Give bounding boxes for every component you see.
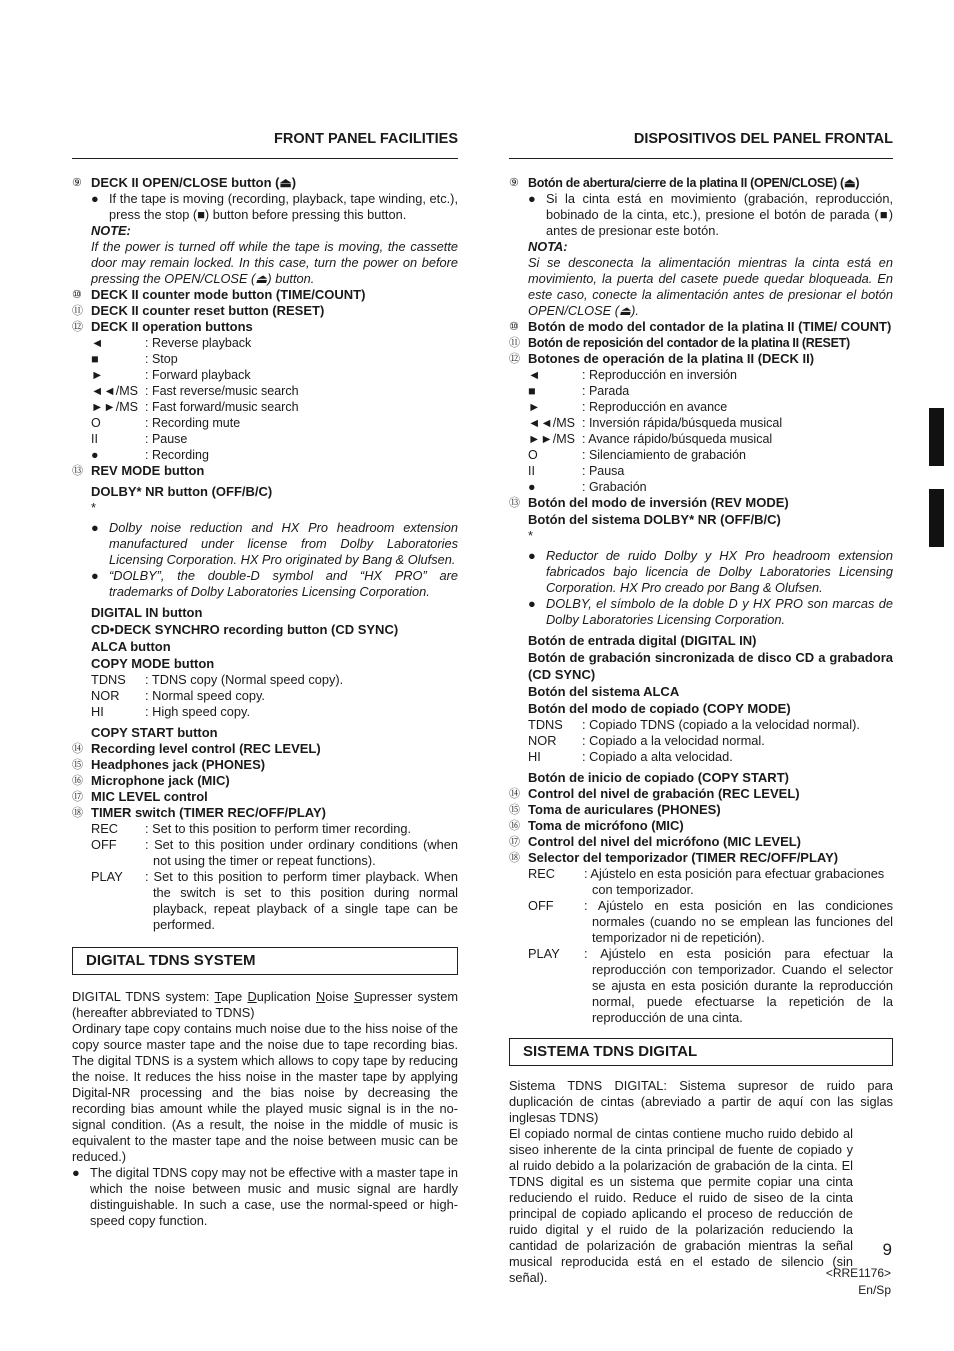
tdns-section-box: SISTEMA TDNS DIGITAL [509, 1038, 893, 1066]
cd-sync-heading: CD•DECK SYNCHRO recording button (CD SYNC) [91, 622, 399, 637]
item-17-heading: ⑰ Control del nivel del micrófono (MIC LEVEL) [509, 834, 802, 849]
alca-heading: Botón del sistema ALCA [528, 684, 680, 699]
model-code: <RRE1176> [825, 1266, 891, 1280]
spanish-column [509, 130, 893, 1286]
copy-row: NOR : Normal speed copy. [91, 688, 265, 703]
section-title: FRONT PANEL FACILITIES [274, 131, 458, 147]
title-rule [72, 158, 458, 159]
tdns-definition: DIGITAL TDNS system: Tape Duplication Noise Supresser system (hereafter abbreviated to TDNS) [72, 989, 459, 1020]
tdns-paragraph: El copiado normal de cintas contiene mucho ruido debido al siseo inherente de la cinta principal de fuente de copiado y al ruido debido a la polarización de grabación de la cinta. El TDNS digital es un sistema que permite copiar una cinta reduciendo el ruido. Reduce el ruido de siseo de la cinta principal de copiado aplicando el proceso de reducción de ruido digital y el ruido de la polarización reduciendo la cantidad de polarización de grabación mientras la señal musical reproducida está en el estado de silencio (sin señal). [509, 1126, 853, 1285]
page-edge-tab [929, 489, 944, 547]
bullet: ● The digital TDNS copy may not be effective with a master tape in which the noise between music and music signal are hardly distinguishable. In such a case, use the normal-speed or high-speed copy function. [72, 1165, 458, 1228]
copy-row: NOR : Copiado a la velocidad normal. [528, 733, 765, 748]
note-text: Si se desconecta la alimentación mientras la cinta está en movimiento, la puerta del casete puede quedar bloqueada. En este caso, conecte la alimentación antes de presionar el botón OPEN/CLOSE (⏏). [528, 255, 893, 318]
op-row: ◄◄/MS : Fast reverse/music search [91, 384, 299, 398]
op-row: ► : Forward playback [91, 368, 251, 382]
op-row: ►►/MS : Avance rápido/búsqueda musical [528, 432, 773, 446]
tdns-definition: Sistema TDNS DIGITAL: Sistema supresor de ruido para duplicación de cintas (abreviado a partir de aquí con las siglas inglesas TDNS) [509, 1078, 893, 1125]
operation-list [528, 367, 893, 495]
item-12-heading: ⑫ DECK II operation buttons [72, 319, 253, 334]
item-15-heading: ⑮ Headphones jack (PHONES) [72, 757, 266, 772]
bullet: ● DOLBY, el símbolo de la doble D y HX PRO son marcas de Dolby Laboratories Licensing Corporation. [528, 596, 893, 627]
cd-sync-heading: Botón de grabación sincronizada de disco CD a grabadora (CD SYNC) [528, 650, 893, 682]
item-18-heading: ⑱ TIMER switch (TIMER REC/OFF/PLAY) [72, 805, 326, 820]
op-row: ►►/MS : Fast forward/music search [91, 400, 299, 414]
item-10-heading: ⑩ Botón de modo del contador de la platina II (TIME/ COUNT) [509, 319, 892, 334]
timer-row: PLAY : Set to this position to perform timer playback. When the switch is set to this position during normal playback, repeat playback of a single tape can be performed. [91, 869, 458, 932]
timer-row: PLAY : Ajústelo en esta posición para efectuar la reproducción con temporizador. Cuando el selector se ajusta en esta posición durante la reproducción normal, puede efectuarse la repetición de la reproducción de una cinta. [528, 946, 893, 1025]
item-18-heading: ⑱ Selector del temporizador (TIMER REC/OFF/PLAY) [509, 850, 839, 865]
item-9-heading: ⑨ DECK II OPEN/CLOSE button (⏏) [72, 175, 297, 190]
item-12-heading: ⑫ Botones de operación de la platina II (DECK II) [509, 351, 815, 366]
op-row: II : Pause [91, 432, 188, 446]
item-14-heading: ⑭ Recording level control (REC LEVEL) [72, 741, 321, 756]
note-label: NOTE: [91, 223, 131, 238]
item-16-heading: ⑯ Toma de micrófono (MIC) [509, 818, 684, 833]
copy-mode-heading: Botón del modo de copiado (COPY MODE) [528, 701, 791, 716]
dolby-heading: Botón del sistema DOLBY* NR (OFF/B/C) [528, 512, 781, 527]
document-code [826, 1265, 891, 1299]
op-row: O : Recording mute [91, 416, 241, 430]
copy-start-heading: Botón de inicio de copiado (COPY START) [528, 770, 789, 785]
timer-row: OFF : Set to this position under ordinary conditions (when not using the timer or repeat functions). [91, 837, 458, 868]
op-row: ■ : Stop [91, 352, 178, 366]
item-17-heading: ⑰ MIC LEVEL control [72, 789, 208, 804]
op-row: O : Silenciamiento de grabación [528, 448, 746, 462]
asterisk: * [91, 500, 96, 515]
item-13-heading: ⑬ Botón del modo de inversión (REV MODE) [509, 495, 789, 510]
bullet: ● If the tape is moving (recording, playback, tape winding, etc.), press the stop (■) button before pressing this button. [91, 191, 458, 222]
copy-row: TDNS : TDNS copy (Normal speed copy). [91, 672, 344, 687]
tdns-paragraph: Ordinary tape copy contains much noise due to the hiss noise of the copy source master tape and the noise due to tape recording bias. The digital TDNS is a system which allows to copy tape by reducing the noise. It reduces the hiss noise in the master tape by applying Digital-NR processing and the bias noise by decreasing the recording bias amount while the played music signal is in the no-signal condition. (As a result, the noise in the middle of music is equivalent to the master tape and the noise between music can be reduced.) [72, 1021, 458, 1164]
item-11-heading: ⑪ Botón de reposición del contador de la platina II (RESET) [509, 336, 850, 350]
bullet: ● “DOLBY”, the double-D symbol and “HX PRO” are trademarks of Dolby Laboratories Licensing Corporation. [91, 568, 458, 599]
timer-row: REC : Set to this position to perform timer recording. [91, 821, 412, 836]
op-row: ● : Grabación [528, 480, 647, 494]
bullet: ● Reductor de ruido Dolby y HX Pro headroom extension fabricados bajo licencia de Dolby Laboratories Licensing Corporation. HX Pro creado por Bang & Olufsen. [528, 548, 893, 595]
english-column [72, 130, 458, 1229]
copy-row: HI : High speed copy. [91, 704, 251, 719]
bullet: ● Si la cinta está en movimiento (grabación, reproducción, bobinado de la cinta, etc.), presione el botón de parada (■) antes de presionar este botón. [528, 191, 893, 238]
section-title: DISPOSITIVOS DEL PANEL FRONTAL [633, 131, 893, 147]
operation-list [91, 335, 458, 463]
title-rule [509, 158, 893, 159]
digital-in-heading: DIGITAL IN button [91, 605, 203, 620]
timer-row: OFF : Ajústelo en esta posición en las condiciones normales (cuando no se emplean las funciones del temporizador ni de repetición). [528, 898, 893, 945]
item-16-heading: ⑯ Microphone jack (MIC) [72, 773, 230, 788]
item-11-heading: ⑪ DECK II counter reset button (RESET) [72, 303, 325, 318]
copy-row: HI : Copiado a alta velocidad. [528, 749, 733, 764]
dolby-heading: DOLBY* NR button (OFF/B/C) [91, 484, 273, 499]
copy-mode-heading: COPY MODE button [91, 656, 215, 671]
op-row: ◄ : Reverse playback [91, 336, 252, 350]
digital-in-heading: Botón de entrada digital (DIGITAL IN) [528, 633, 757, 648]
copy-row: TDNS : Copiado TDNS (copiado a la velocidad normal). [528, 717, 860, 732]
item-14-heading: ⑭ Control del nivel de grabación (REC LEVEL) [509, 786, 800, 801]
op-row: II : Pausa [528, 464, 625, 478]
language-code: En/Sp [858, 1283, 891, 1297]
timer-row: REC : Ajústelo en esta posición para efectuar grabaciones con temporizador. [528, 866, 885, 897]
item-13-heading: ⑬ REV MODE button [72, 463, 205, 478]
page-number: 9 [882, 1240, 892, 1259]
item-10-heading: ⑩ DECK II counter mode button (TIME/COUNT) [72, 287, 366, 302]
item-9-heading: ⑨ Botón de abertura/cierre de la platina II (OPEN/CLOSE) (⏏) [509, 176, 860, 190]
copy-start-heading: COPY START button [91, 725, 218, 740]
op-row: ● : Recording [91, 448, 209, 462]
tdns-section-box: DIGITAL TDNS SYSTEM [72, 947, 458, 975]
asterisk: * [528, 528, 533, 543]
item-15-heading: ⑮ Toma de auriculares (PHONES) [509, 802, 721, 817]
alca-heading: ALCA button [91, 639, 171, 654]
op-row: ◄◄/MS : Inversión rápida/búsqueda musical [528, 416, 783, 430]
op-row: ■ : Parada [528, 384, 630, 398]
op-row: ► : Reproducción en avance [528, 400, 728, 414]
op-row: ◄ : Reproducción en inversión [528, 368, 737, 382]
note-text: If the power is turned off while the tape is moving, the cassette door may remain locked. In this case, turn the power on before pressing the OPEN/CLOSE (⏏) button. [91, 239, 458, 286]
page-edge-tab [929, 408, 944, 466]
note-label: NOTA: [528, 239, 568, 254]
bullet: ● Dolby noise reduction and HX Pro headroom extension manufactured under license from Dolby Laboratories Licensing Corporation. HX Pro originated by Bang & Olufsen. [91, 520, 458, 567]
